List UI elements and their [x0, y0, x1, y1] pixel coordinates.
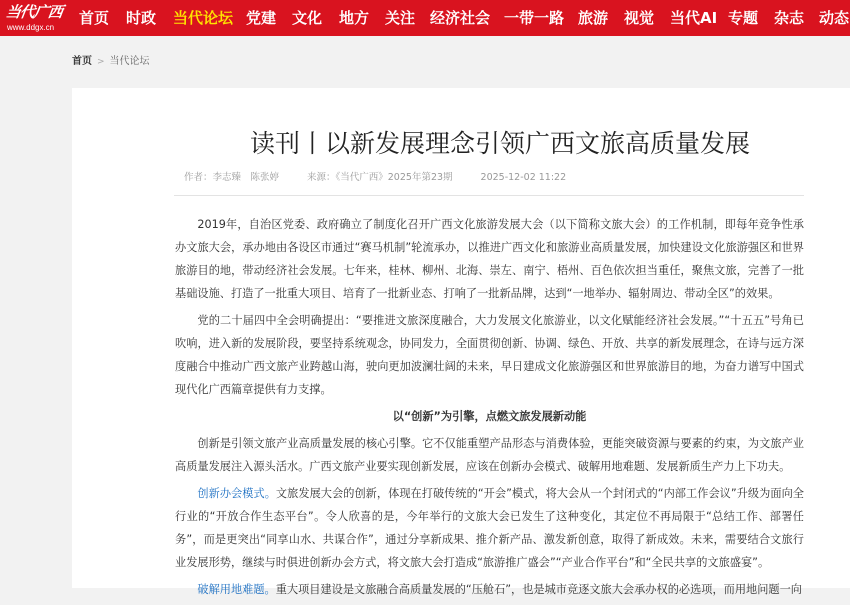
nav-item-economy[interactable]: 经济社会 [430, 9, 491, 27]
nav-item-focus[interactable]: 关注 [385, 9, 416, 27]
article-source: 来源：《当代广西》2025年第23期 [307, 172, 453, 183]
article-paragraph: 2019年，自治区党委、政府确立了制度化召开广西文化旅游发展大会（以下简称文旅大会）的工作机制，即每年竞争性承办文旅大会，承办地由各设区市通过“赛马机制”轮流承办，以推进广西文化和旅游业高质量发展，加快建设文化旅游强区和世界旅游目的地，带动经济社会发展。七年来，桂林、柳州、北海、崇左、南宁、梧州、百色依次担当重任，聚焦文旅，完善了一批基础设施、打造了一批重大项目、培育了一批新业态、打响了一批新品牌，达到“一地举办、辐射周边、带动全区”的效果。 [175, 218, 804, 300]
article-meta [184, 171, 566, 185]
article-author: 作者：李志臻 陈张婷 [184, 172, 280, 183]
nav-item-belt-road[interactable]: 一带一路 [504, 9, 565, 27]
breadcrumb-current-link[interactable]: 当代论坛 [109, 56, 150, 67]
article-paragraph: 党的二十届四中全会明确提出：“要推进文旅深度融合，大力发展文化旅游业，以文化赋能经济社会发展。”“十五五”号角已吹响，进入新的发展阶段，要坚持系统观念，协同发力，全面贯彻创新、协调、绿色、开放、共享的新发展理念，在诗与远方深度融合中推动广西文旅产业跨越山海，驶向更加波澜壮阔的未来，早日建成文化旅游强区和世界旅游目的地，为奋力谱写中国式现代化广西篇章提供有力支撑。 [175, 314, 804, 396]
nav-item-topics[interactable]: 专题 [728, 9, 759, 27]
meta-divider [174, 195, 804, 196]
nav-item-tourism[interactable]: 旅游 [578, 9, 609, 27]
nav-item-home[interactable]: 首页 [79, 9, 110, 27]
paragraph-text: 文旅发展大会的创新，体现在打破传统的“开会”模式，将大会从一个封闭式的“内部工作会议”升级为面向全行业的“开放合作生态平台”。令人欣喜的是，今年举行的文旅大会已发生了这种变化，其定位不再局限于“总结工作、部署任务”，而是更突出“同享山水、共谋合作”，通过分享新成果、推介新产品、激发新创意，取得了新成效。未来，需要结合文旅行业发展形势，继续与时俱进创新办会方式，将文旅大会打造成“旅游推广盛会”“产业合作平台”和“全民共享的文旅盛宴”。 [175, 487, 804, 569]
nav-item-news[interactable]: 动态 [819, 9, 850, 27]
article-paragraph: 创新是引领文旅产业高质量发展的核心引擎。它不仅能重塑产品形态与消费体验，更能突破资源与要素的约束，为文旅产业高质量发展注入源头活水。广西文旅产业要实现创新发展，应该在创新办会模式、破解用地难题、发展新质生产力上下功夫。 [175, 437, 804, 473]
article-paragraph [175, 578, 804, 601]
nav-item-forum[interactable]: 当代论坛 [173, 9, 234, 27]
article-body [175, 213, 804, 605]
nav-item-politics[interactable]: 时政 [126, 9, 157, 27]
nav-item-magazine[interactable]: 杂志 [774, 9, 805, 27]
article-date: 2025-12-02 11:22 [480, 172, 567, 183]
paragraph-text: 重大项目建设是文旅融合高质量发展的“压舱石”，也是城市竞逐文旅大会承办权的必选项，而用地问题一向 [275, 583, 802, 596]
nav-item-party[interactable]: 党建 [246, 9, 277, 27]
article-subheading: 以“创新”为引擎，点燃文旅发展新动能 [392, 410, 587, 423]
nav-item-local[interactable]: 地方 [339, 9, 370, 27]
article-paragraph [175, 482, 804, 574]
breadcrumb [72, 55, 150, 69]
breadcrumb-separator: > [97, 57, 105, 67]
main-nav [70, 0, 850, 36]
nav-item-visual[interactable]: 视觉 [624, 9, 655, 27]
top-navigation-bar [0, 0, 850, 36]
paragraph-lead-link[interactable]: 破解用地难题。 [197, 583, 276, 596]
nav-item-culture[interactable]: 文化 [292, 9, 323, 27]
article-card [72, 88, 850, 596]
site-logo[interactable] [6, 2, 68, 34]
breadcrumb-home-link[interactable]: 首页 [72, 56, 92, 67]
nav-item-ai[interactable]: 当代AI [670, 9, 718, 27]
logo-wordmark: 当代广西 [4, 3, 64, 21]
paragraph-lead-link[interactable]: 创新办会模式。 [197, 487, 276, 500]
article-title: 读刊丨以新发展理念引领广西文旅高质量发展 [249, 128, 750, 158]
logo-url: www.ddgx.cn [7, 23, 55, 32]
